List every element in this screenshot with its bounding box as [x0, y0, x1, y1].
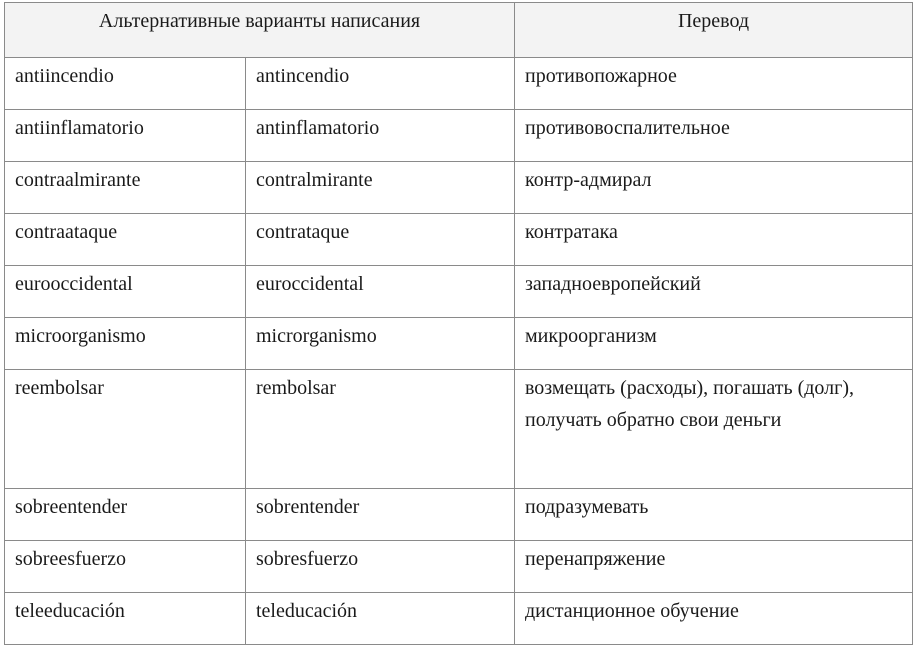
translation-cell: контр-адмирал — [515, 162, 913, 214]
short-spelling-cell: contrataque — [246, 214, 515, 266]
translation-cell: противопожарное — [515, 58, 913, 110]
header-translation: Перевод — [515, 3, 913, 58]
translation-cell: противовоспалительное — [515, 110, 913, 162]
long-spelling-cell: sobreesfuerzo — [5, 541, 246, 593]
short-spelling-cell: microrganismo — [246, 318, 515, 370]
table-row — [5, 370, 913, 489]
table-row — [5, 58, 913, 110]
short-spelling-cell: sobresfuerzo — [246, 541, 515, 593]
spelling-variants-table — [4, 2, 913, 645]
short-spelling-cell: contralmirante — [246, 162, 515, 214]
short-spelling-cell: teleducación — [246, 593, 515, 645]
long-spelling-cell: eurooccidental — [5, 266, 246, 318]
table-row — [5, 110, 913, 162]
table-row — [5, 162, 913, 214]
translation-cell: контратака — [515, 214, 913, 266]
long-spelling-cell: sobreentender — [5, 489, 246, 541]
translation-cell: западноевропейский — [515, 266, 913, 318]
translation-cell: подразумевать — [515, 489, 913, 541]
long-spelling-cell: reembolsar — [5, 370, 246, 489]
long-spelling-cell: antiincendio — [5, 58, 246, 110]
translation-cell: возмещать (расходы), погашать (долг), получать обратно свои деньги — [515, 370, 913, 489]
translation-cell: перенапряжение — [515, 541, 913, 593]
translation-cell: дистанционное обучение — [515, 593, 913, 645]
short-spelling-cell: antincendio — [246, 58, 515, 110]
translation-cell: микроорганизм — [515, 318, 913, 370]
header-alternatives: Альтернативные варианты написания — [5, 3, 515, 58]
long-spelling-cell: antiinflamatorio — [5, 110, 246, 162]
table-row — [5, 593, 913, 645]
table-row — [5, 541, 913, 593]
long-spelling-cell: contraalmirante — [5, 162, 246, 214]
table-row — [5, 266, 913, 318]
short-spelling-cell: sobrentender — [246, 489, 515, 541]
long-spelling-cell: microorganismo — [5, 318, 246, 370]
table-row — [5, 214, 913, 266]
long-spelling-cell: contraataque — [5, 214, 246, 266]
table-header-row — [5, 3, 913, 58]
short-spelling-cell: antinflamatorio — [246, 110, 515, 162]
table-row — [5, 489, 913, 541]
short-spelling-cell: rembolsar — [246, 370, 515, 489]
long-spelling-cell: teleeducación — [5, 593, 246, 645]
table-row — [5, 318, 913, 370]
short-spelling-cell: euroccidental — [246, 266, 515, 318]
